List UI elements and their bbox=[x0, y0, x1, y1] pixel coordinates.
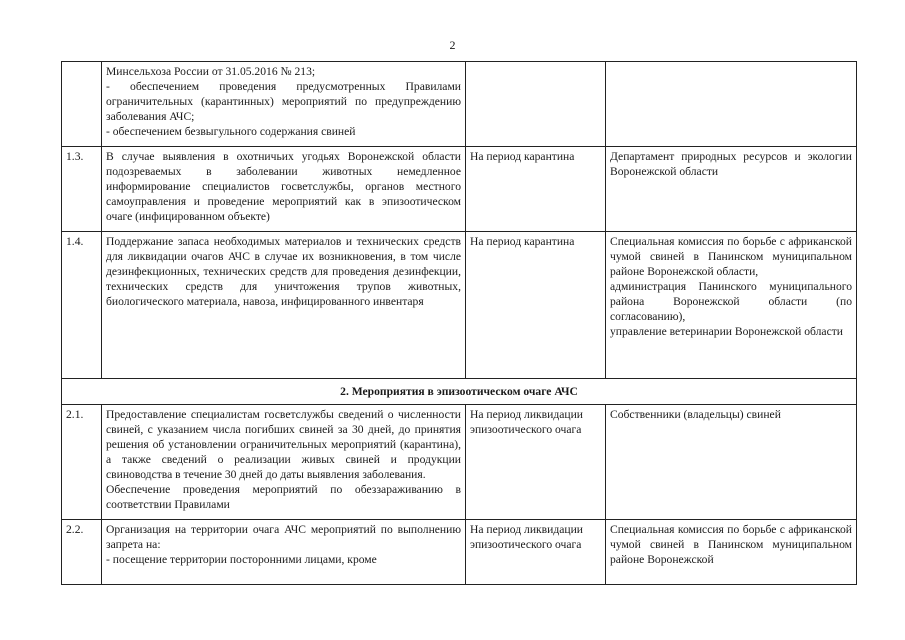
term-cell: На период карантина bbox=[466, 147, 606, 232]
action-cell: В случае выявления в охотничьих угодьях Воронежской области подозреваемых в заболевании животных немедленное информирование специалистов госветслужбы, органов местного самоуправления и проведение мероприятий как в эпизоотическом очаге (инфицированном объекте) bbox=[102, 147, 466, 232]
table-row bbox=[62, 147, 857, 232]
term-cell: На период карантина bbox=[466, 232, 606, 379]
action-text: Обеспечение проведения мероприятий по обеззараживанию в соответствии Правилами bbox=[106, 483, 461, 511]
term-cell: На период ликвидации эпизоотического очага bbox=[466, 405, 606, 520]
action-text: Минсельхоза России от 31.05.2016 № 213; bbox=[106, 65, 316, 78]
responsible-cell: Департамент природных ресурсов и экологии Воронежской области bbox=[606, 147, 857, 232]
measures-table bbox=[61, 61, 857, 585]
responsible-text: управление ветеринарии Воронежской области bbox=[610, 325, 843, 338]
page-number: 2 bbox=[449, 38, 456, 52]
action-text: - посещение территории посторонними лицами, кроме bbox=[106, 553, 377, 566]
responsible-cell bbox=[606, 62, 857, 147]
action-cell bbox=[102, 405, 466, 520]
responsible-cell: Специальная комиссия по борьбе с африканской чумой свиней в Панинском муниципальном районе Воронежской bbox=[606, 520, 857, 585]
action-cell bbox=[102, 62, 466, 147]
table-row bbox=[62, 232, 857, 379]
row-number: 1.3. bbox=[62, 147, 102, 232]
table-row bbox=[62, 62, 857, 147]
row-number: 1.4. bbox=[62, 232, 102, 379]
row-number: 2.1. bbox=[62, 405, 102, 520]
section-title: 2. Мероприятия в эпизоотическом очаге АЧС bbox=[62, 379, 857, 405]
action-cell bbox=[102, 520, 466, 585]
action-text: Предоставление специалистам госветслужбы сведений о численности свиней, с указанием числа погибших свиней за 30 дней, до принятия решения об установлении ограничительных мероприятий (карантина), а также сведений о реализации живых свиней и продукции свиноводства в течение 30 дней до даты выявления заболевания. bbox=[106, 408, 461, 481]
responsible-text: администрация Панинского муниципального района Воронежской области (по согласованию), bbox=[610, 280, 852, 323]
term-cell: На период ликвидации эпизоотического очага bbox=[466, 520, 606, 585]
action-text: Организация на территории очага АЧС мероприятий по выполнению запрета на: bbox=[106, 523, 461, 551]
row-number: 2.2. bbox=[62, 520, 102, 585]
responsible-cell: Собственники (владельцы) свиней bbox=[606, 405, 857, 520]
term-cell bbox=[466, 62, 606, 147]
responsible-text: Специальная комиссия по борьбе с африканской чумой свиней в Панинском муниципальном районе Воронежской области, bbox=[610, 235, 852, 278]
table-row bbox=[62, 520, 857, 585]
action-text: - обеспечением безвыгульного содержания свиней bbox=[106, 125, 356, 138]
table-row bbox=[62, 405, 857, 520]
section-header-row bbox=[62, 379, 857, 405]
row-number bbox=[62, 62, 102, 147]
responsible-cell bbox=[606, 232, 857, 379]
action-cell: Поддержание запаса необходимых материалов и технических средств для ликвидации очагов АЧС в случае их возникновения, в том числе дезинфекционных, технических средств для проведения дезинфекции, технических средств для уничтожения трупов животных, биологического материала, навоза, инфицированного инвентаря bbox=[102, 232, 466, 379]
action-text: - обеспечением проведения предусмотренных Правилами ограничительных (карантинных) мероприятий по предупреждению заболевания АЧС; bbox=[106, 80, 461, 123]
